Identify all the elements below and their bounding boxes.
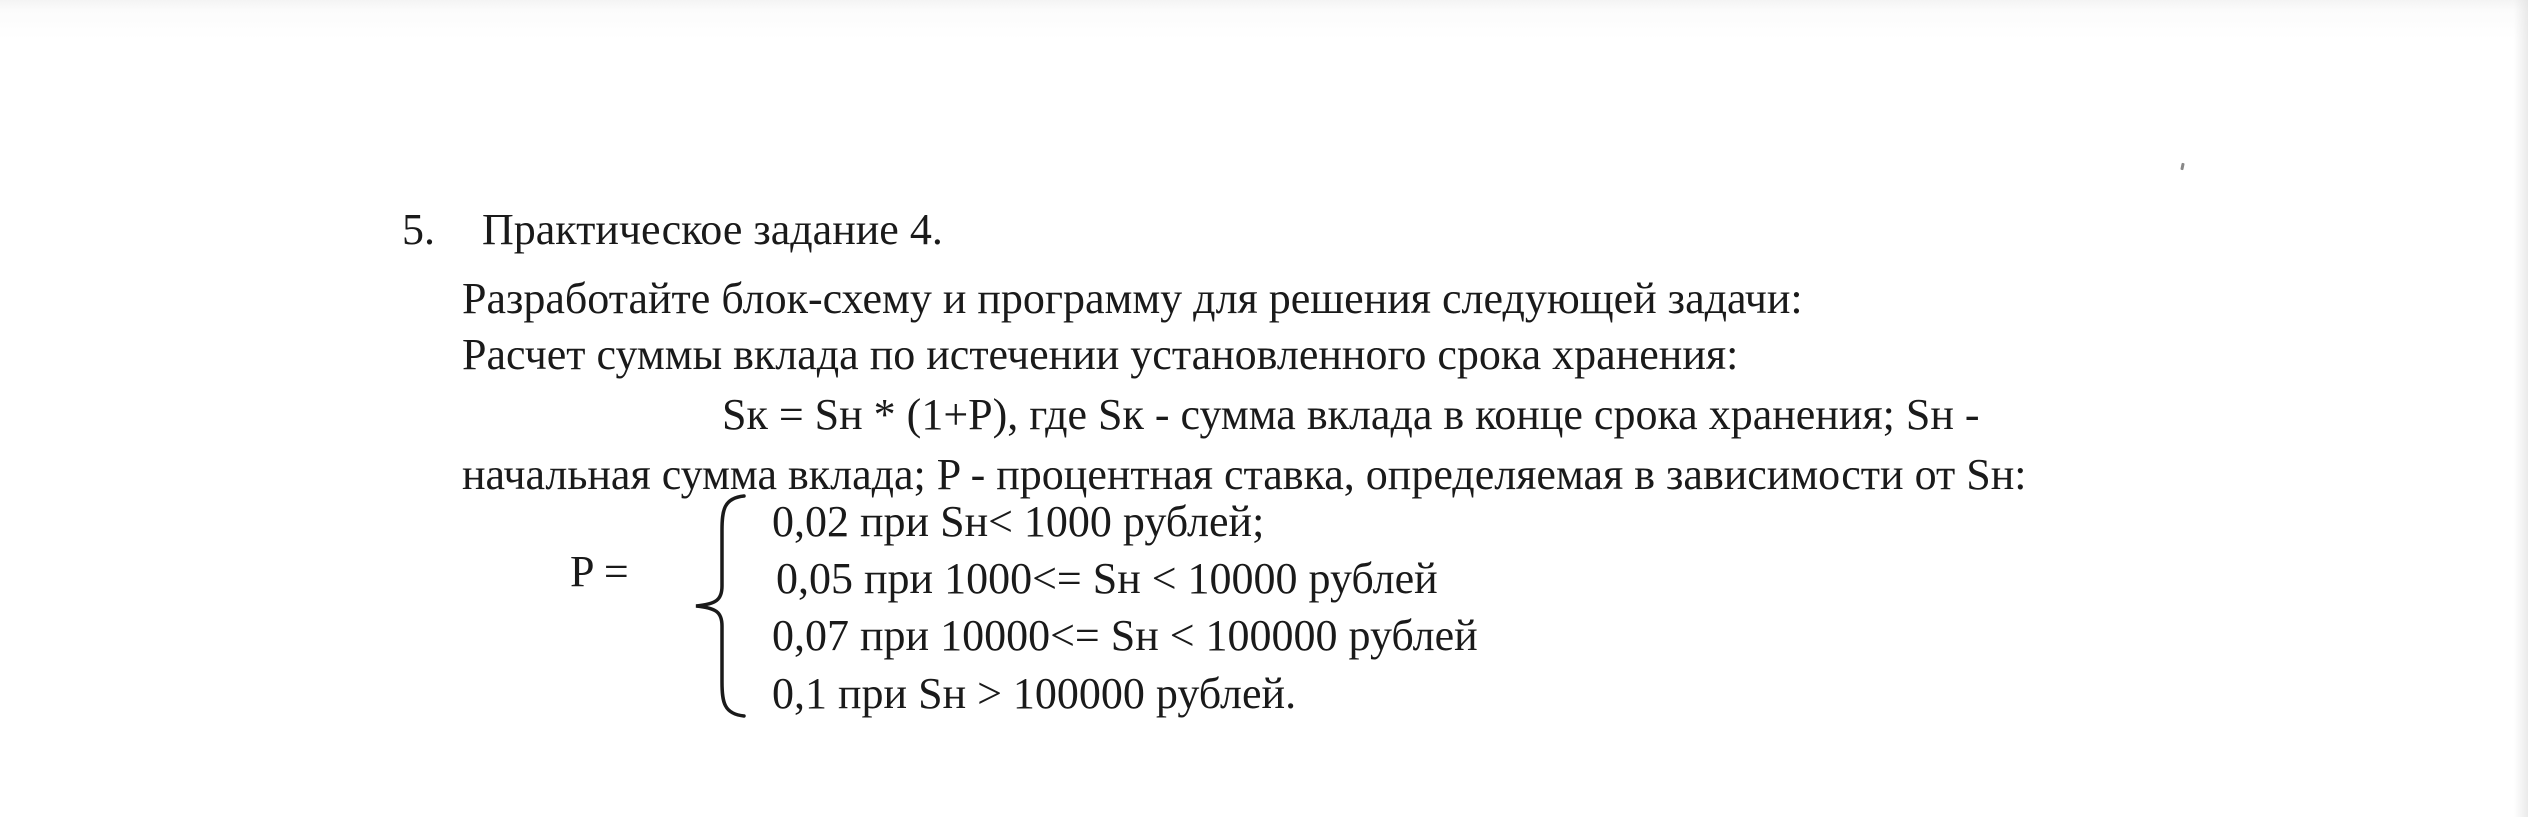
task-number: 5. xyxy=(402,205,435,254)
task-instruction: Разработайте блок-схему и программу для решения следующей задачи: xyxy=(462,274,1803,323)
task-title: Практическое задание 4. xyxy=(482,205,943,254)
scan-speck xyxy=(2180,163,2184,170)
curly-brace-icon xyxy=(686,490,756,722)
deposit-formula: Sк = Sн * (1+P), где Sк - сумма вклада в конце срока хранения; Sн - xyxy=(722,390,1980,439)
rate-case-4: 0,1 при Sн > 100000 рублей. xyxy=(772,669,1297,718)
rate-case-1: 0,02 при Sн< 1000 рублей; xyxy=(772,497,1265,546)
rate-case-3: 0,07 при 10000<= Sн < 100000 рублей xyxy=(772,611,1478,660)
task-calculation-description: Расчет суммы вклада по истечении установленного срока хранения: xyxy=(462,330,1739,379)
rate-case-2: 0,05 при 1000<= Sн < 10000 рублей xyxy=(776,554,1438,603)
scan-edge-shadow xyxy=(2514,0,2528,817)
rate-variable-label: P = xyxy=(570,547,629,596)
variable-definitions: начальная сумма вклада; P - процентная ставка, определяемая в зависимости от Sн: xyxy=(462,450,2027,499)
